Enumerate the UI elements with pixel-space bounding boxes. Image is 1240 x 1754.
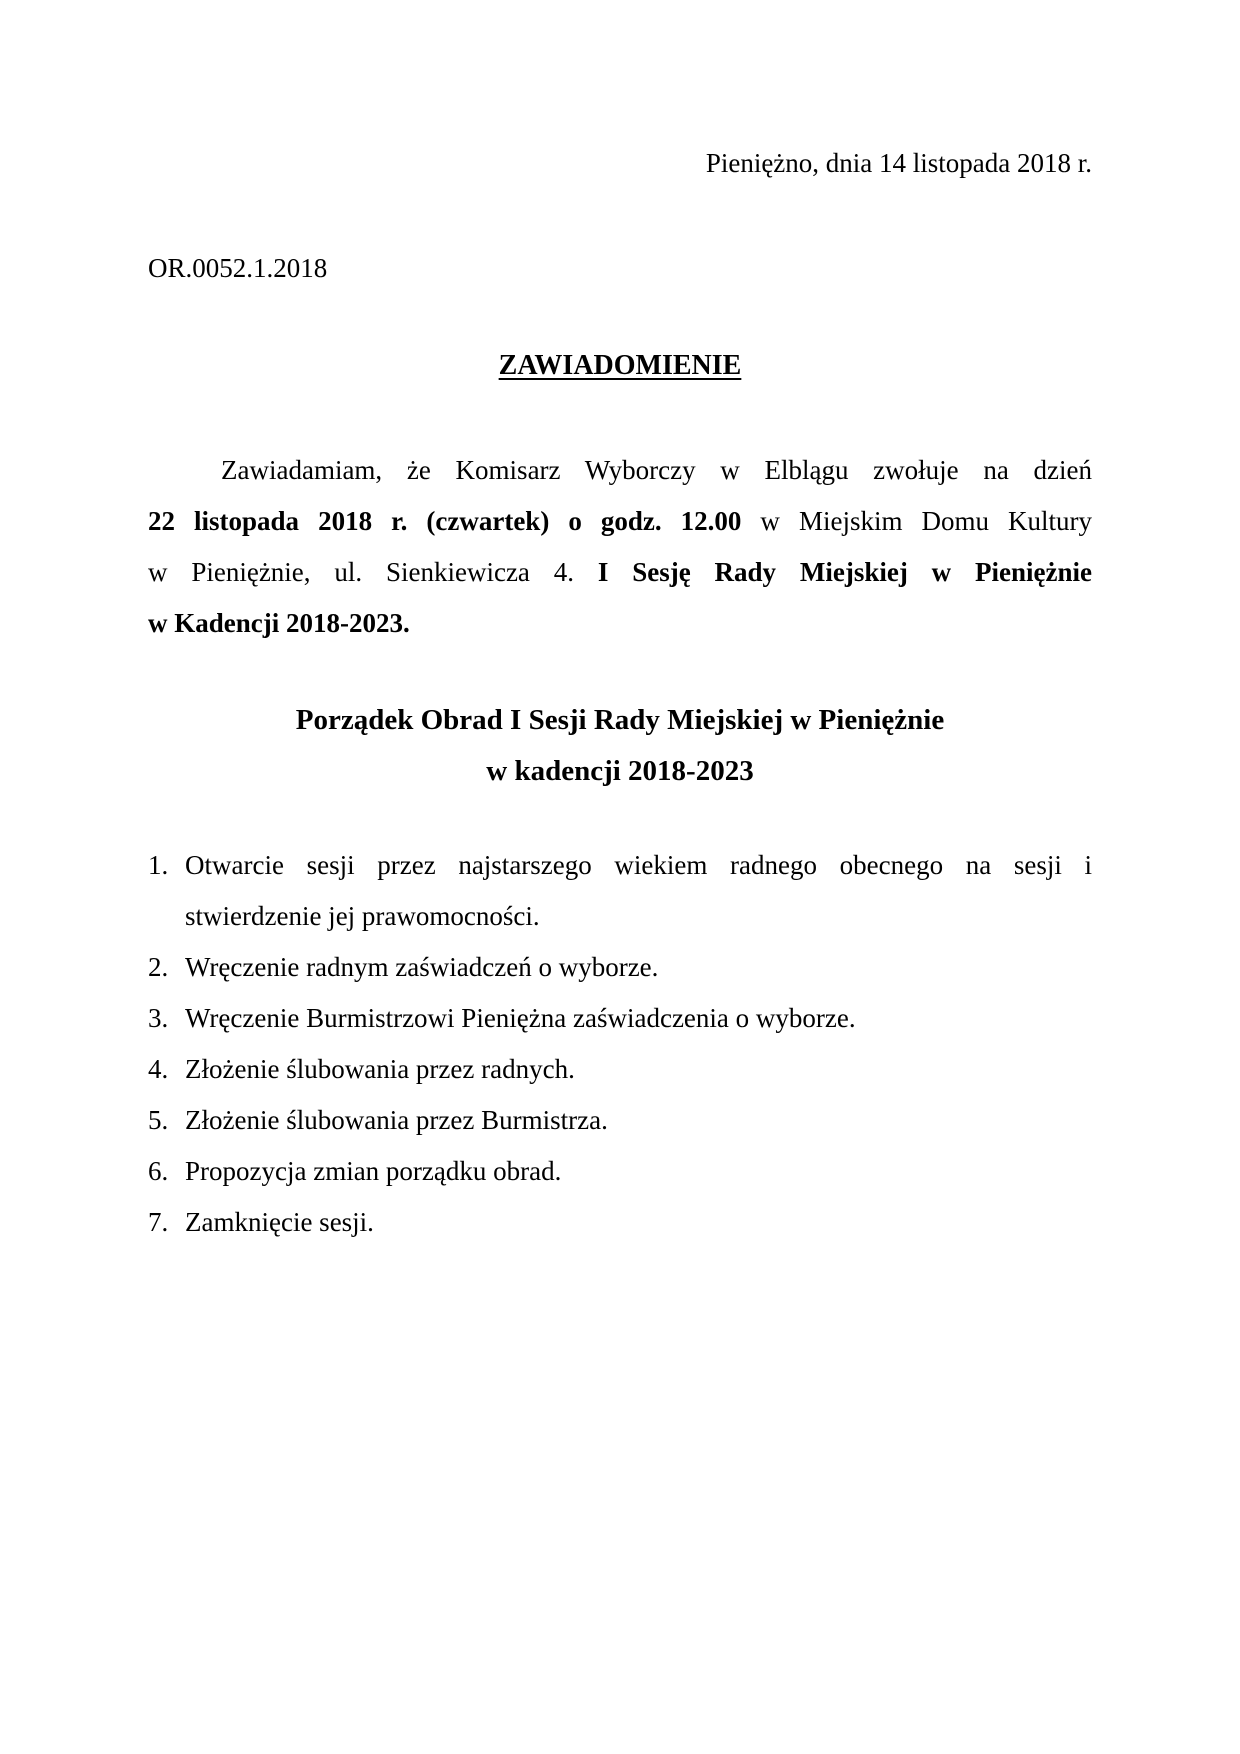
- agenda-item: [148, 993, 1092, 1044]
- agenda-item: [148, 1095, 1092, 1146]
- agenda-item-text-continued: stwierdzenie jej prawomocności.: [185, 901, 540, 931]
- agenda-item-number: 4.: [148, 1054, 169, 1084]
- notice-body: [148, 445, 1092, 649]
- place-and-date: Pieniężno, dnia 14 listopada 2018 r.: [705, 148, 1092, 178]
- notice-line-2: [148, 496, 1092, 547]
- agenda-item: [148, 942, 1092, 993]
- agenda-item-number: 6.: [148, 1156, 169, 1186]
- agenda-item-text: Złożenie ślubowania przez Burmistrza.: [185, 1105, 608, 1135]
- agenda-item: [148, 1146, 1092, 1197]
- meeting-address: w Pieniężnie, ul. Sienkiewicza 4.: [148, 557, 598, 587]
- agenda-item-number: 1.: [148, 850, 169, 880]
- notice-line-1: Zawiadamiam, że Komisarz Wyborczy w Elblągu zwołuje na dzień: [221, 455, 1092, 485]
- agenda-item: [148, 1044, 1092, 1095]
- notice-line-4: [148, 598, 1092, 649]
- agenda-title-line-1: Porządek Obrad I Sesji Rady Miejskiej w Pieniężnie: [295, 704, 945, 736]
- agenda-item: [148, 840, 1092, 942]
- agenda-item-text: Złożenie ślubowania przez radnych.: [185, 1054, 575, 1084]
- agenda-title-line-2: w kadencji 2018-2023: [486, 755, 754, 787]
- agenda-list: [148, 840, 1092, 1248]
- agenda-title: [0, 695, 1240, 797]
- agenda-item-text: Zamknięcie sesji.: [185, 1207, 374, 1237]
- agenda-item-number: 2.: [148, 952, 169, 982]
- session-name: I Sesję Rady Miejskiej w Pieniężnie: [597, 557, 1092, 587]
- reference-number: OR.0052.1.2018: [148, 253, 328, 283]
- notice-title: ZAWIADOMIENIE: [498, 350, 742, 381]
- agenda-item-text: Propozycja zmian porządku obrad.: [185, 1156, 562, 1186]
- agenda-item-text: Otwarcie sesji przez najstarszego wiekiem radnego obecnego na sesji i: [185, 850, 1092, 880]
- meeting-date-time: 22 listopada 2018 r. (czwartek) o godz. 12.00: [148, 506, 742, 536]
- meeting-place: w Miejskim Domu Kultury: [741, 506, 1093, 536]
- term-name: w Kadencji 2018-2023.: [148, 608, 410, 638]
- agenda-item-text: Wręczenie Burmistrzowi Pieniężna zaświadczenia o wyborze.: [185, 1003, 856, 1033]
- agenda-item-number: 3.: [148, 1003, 169, 1033]
- agenda-item-number: 5.: [148, 1105, 169, 1135]
- notice-line-3: [148, 547, 1092, 598]
- agenda-item-number: 7.: [148, 1207, 169, 1237]
- agenda-item: [148, 1197, 1092, 1248]
- agenda-item-text: Wręczenie radnym zaświadczeń o wyborze.: [185, 952, 659, 982]
